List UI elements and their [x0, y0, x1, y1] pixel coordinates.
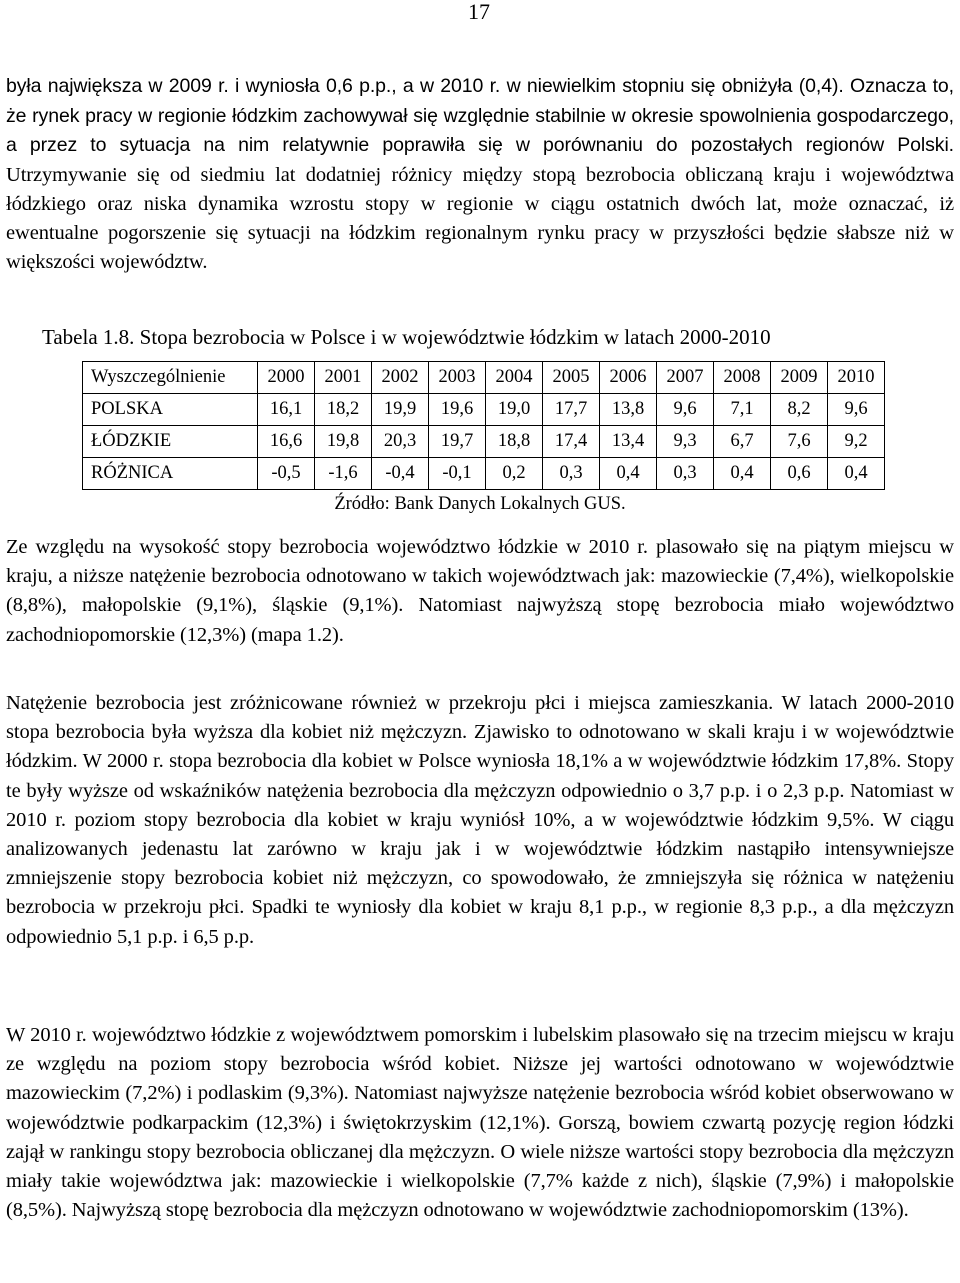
table-cell: 6,7 — [714, 426, 771, 458]
table-cell: 19,0 — [486, 394, 543, 426]
table-row — [83, 394, 885, 426]
table-header-cell: 2000 — [258, 362, 315, 394]
table-cell: 19,7 — [429, 426, 486, 458]
table-header-row — [83, 362, 885, 394]
row-label: POLSKA — [83, 394, 258, 426]
table-cell: 13,8 — [600, 394, 657, 426]
table-cell: 20,3 — [372, 426, 429, 458]
table-cell: 13,4 — [600, 426, 657, 458]
table-cell: 18,8 — [486, 426, 543, 458]
table-header-cell: 2001 — [315, 362, 372, 394]
table-cell: 0,4 — [600, 458, 657, 490]
table-source: Źródło: Bank Danych Lokalnych GUS. — [334, 494, 626, 514]
table-header-cell: Wyszczególnienie — [83, 362, 258, 394]
table-header-cell: 2008 — [714, 362, 771, 394]
table-cell: 9,3 — [657, 426, 714, 458]
table-header-cell: 2002 — [372, 362, 429, 394]
intro-text-serif: Utrzymywanie się od siedmiu lat dodatniej różnicy między stopą bezrobocia obliczaną kraju i województwa łódzkiego oraz niska dynamika wzrostu stopy w regionie w ciągu ostatnich dwóch lat, może oznaczać, iż ewentualne pogorszenie się sytuacji na łódzkim regionalnym rynku pracy w przyszłości będzie słabsze niż w większości województw. — [6, 163, 954, 274]
table-cell: 8,2 — [771, 394, 828, 426]
table-header-cell: 2004 — [486, 362, 543, 394]
paragraph-ranking: Ze względu na wysokość stopy bezrobocia województwo łódzkie w 2010 r. plasowało się na piątym miejscu w kraju, a niższe natężenie bezrobocia odnotowano w takich województwach jak: mazowieckie (7,4%), wielkopolskie (8,8%), małopolskie (9,1%), śląskie (9,1%). Natomiast najwyższą stopę bezrobocia miało województwo zachodniopomorskie (12,3%) (mapa 1.2). — [6, 536, 954, 646]
paragraph-gender: Natężenie bezrobocia jest zróżnicowane również w przekroju płci i miejsca zamieszkania. W latach 2000-2010 stopa bezrobocia była wyższa dla kobiet niż mężczyzn. Zjawisko to odnotowano w skali kraju i w województwie łódzkim. W 2000 r. stopa bezrobocia dla kobiet w Polsce wyniosła 18,1% a w województwie łódzkim 17,8%. Stopy te były wyższe od wskaźników natężenia bezrobocia dla mężczyzn odpowiednio o 3,7 p.p. i o 2,3 p.p. Natomiast w 2010 r. poziom stopy bezrobocia dla kobiet w kraju wyniósł 10%, a w województwie łódzkim 9,5%. W ciągu analizowanych jedenastu lat zarówno w kraju jak i w województwie łódzkim nastąpiło intensywniejsze zmniejszenie stopy bezrobocia kobiet niż mężczyzn, co spowodowało, że zmniejszyła się różnica w natężeniu bezrobocia w przekroju płci. Spadki te wyniosły dla kobiet w kraju 8,1 p.p., w regionie 8,3 p.p., a dla mężczyzn odpowiednio 5,1 p.p. i 6,5 p.p. — [6, 692, 954, 948]
table-cell: 9,2 — [828, 426, 885, 458]
table-cell: -0,1 — [429, 458, 486, 490]
table-cell: 9,6 — [828, 394, 885, 426]
page-number: 17 — [468, 0, 490, 24]
table-row — [83, 426, 885, 458]
paragraph-2010: W 2010 r. województwo łódzkie z województwem pomorskim i lubelskim plasowało się na trzecim miejscu w kraju ze względu na poziom stopy bezrobocia wśród kobiet. Niższe jej wartości odnotowano w województwie mazowieckim (7,2%) i podlaskim (9,3%). Natomiast najwyższe natężenie bezrobocia wśród kobiet obserwowano w województwie podkarpackim (12,3%) i świętokrzyskim (12,1%). Gorszą, bowiem czwartą pozycję region łódzki zajął w rankingu stopy bezrobocia obliczanej dla mężczyzn. O wiele niższe wartości stopy bezrobocia dla mężczyzn miały takie województwa jak: mazowieckie i wielkopolskie (7,7% każde z nich), śląskie (7,9%) i małopolskie (8,5%). Najwyższą stopę bezrobocia dla mężczyzn odnotowano w województwie zachodniopomorskim (13%). — [6, 1024, 954, 1222]
table-header-cell: 2005 — [543, 362, 600, 394]
table-header-cell: 2010 — [828, 362, 885, 394]
table-cell: 19,8 — [315, 426, 372, 458]
table-cell: 0,4 — [828, 458, 885, 490]
table-cell: -0,5 — [258, 458, 315, 490]
table-cell: 7,1 — [714, 394, 771, 426]
row-label: ŁÓDZKIE — [83, 426, 258, 458]
table-cell: 17,7 — [543, 394, 600, 426]
table-cell: 16,6 — [258, 426, 315, 458]
table-cell: 0,6 — [771, 458, 828, 490]
table-header-cell: 2009 — [771, 362, 828, 394]
row-label: RÓŻNICA — [83, 458, 258, 490]
table-cell: 0,4 — [714, 458, 771, 490]
table-cell: -0,4 — [372, 458, 429, 490]
table-cell: 17,4 — [543, 426, 600, 458]
table-header-cell: 2006 — [600, 362, 657, 394]
table-cell: 19,9 — [372, 394, 429, 426]
table-cell: -1,6 — [315, 458, 372, 490]
table-caption: Tabela 1.8. Stopa bezrobocia w Polsce i w województwie łódzkim w latach 2000-2010 — [42, 325, 771, 349]
table-cell: 19,6 — [429, 394, 486, 426]
intro-paragraph — [6, 72, 954, 277]
table-header-cell: 2003 — [429, 362, 486, 394]
table-cell: 0,3 — [657, 458, 714, 490]
table-cell: 18,2 — [315, 394, 372, 426]
unemployment-table — [82, 361, 885, 490]
table-cell: 0,3 — [543, 458, 600, 490]
table-cell: 0,2 — [486, 458, 543, 490]
table-cell: 9,6 — [657, 394, 714, 426]
table-header-cell: 2007 — [657, 362, 714, 394]
table-row — [83, 458, 885, 490]
table-cell: 16,1 — [258, 394, 315, 426]
table-cell: 7,6 — [771, 426, 828, 458]
intro-text-sans: była największa w 2009 r. i wyniosła 0,6 p.p., a w 2010 r. w niewielkim stopniu się obniżyła (0,4). Oznacza to, że rynek pracy w regionie łódzkim zachowywał się względnie stabilnie w okresie spowolnienia gospodarczego, a przez to sytuacja na nim relatywnie poprawiła się w porównaniu do pozostałych regionów Polski. — [6, 75, 954, 156]
